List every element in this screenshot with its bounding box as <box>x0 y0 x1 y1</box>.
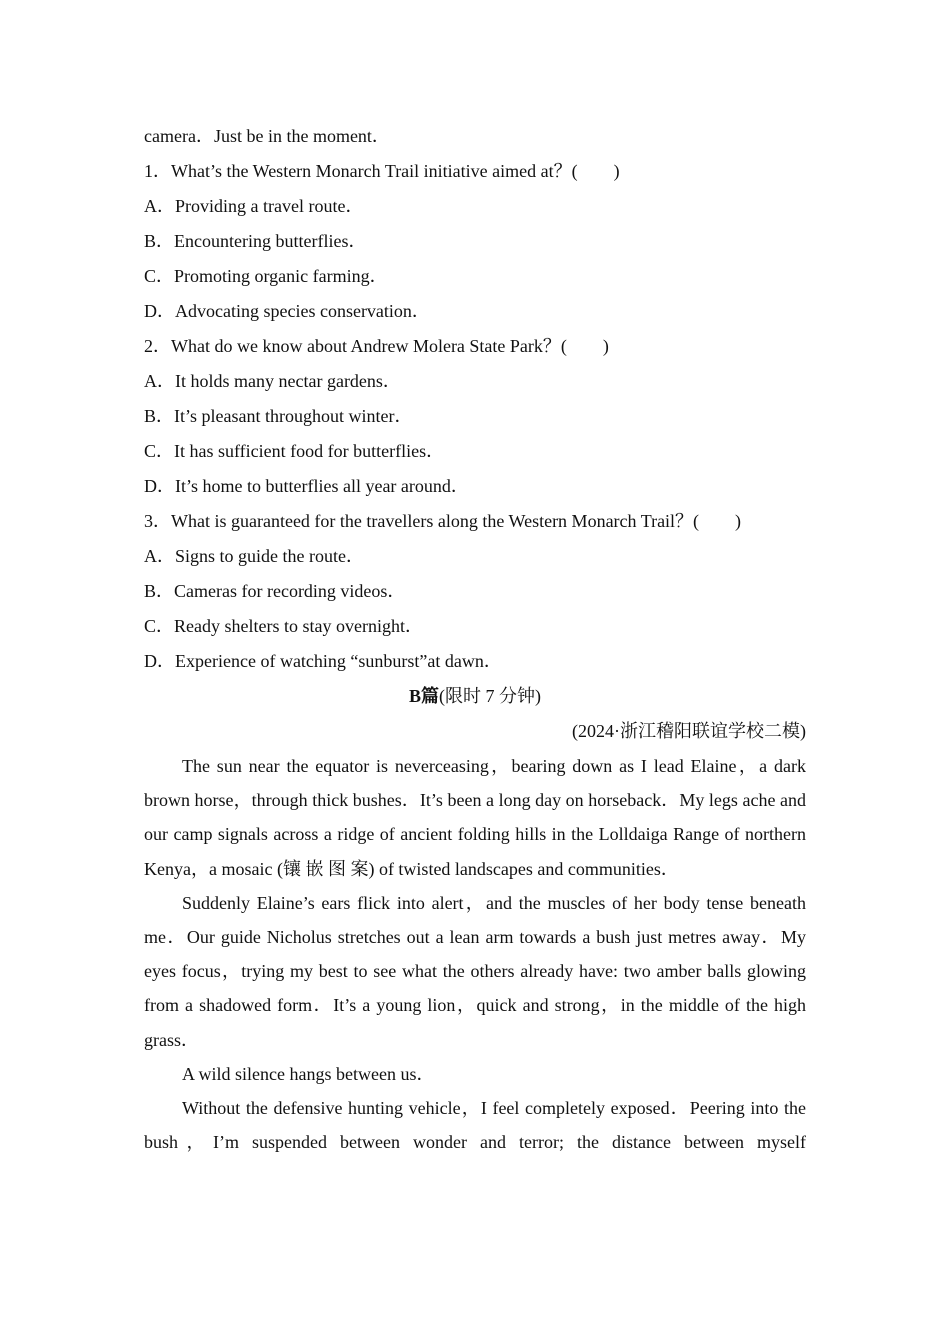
section-label: B篇 <box>408 686 439 706</box>
option-c: C．Ready shelters to stay overnight． <box>144 616 423 636</box>
option-b: B．Encountering butterflies． <box>144 231 367 251</box>
option-d: D．Experience of watching “sunburst”at dawn． <box>144 651 502 671</box>
option-a: A．It holds many nectar gardens． <box>144 371 401 391</box>
option-d: D．Advocating species conservation． <box>144 301 430 321</box>
question-3 <box>144 504 806 679</box>
document-page <box>144 119 806 1159</box>
passage-paragraph-1: The sun near the equator is neverceasing，bearing down as I lead Elaine，a dark brown horse，through thick bushes．It’s been a long day on horseback．My legs ache and our camp signals across a ridge of ancient folding hills in the Lolldaiga Range of northern Kenya，a mosaic (镶 嵌 图 案) of twisted landscapes and communities． <box>144 756 806 879</box>
intro-line: camera．Just be in the moment． <box>144 126 390 146</box>
question-stem: 1．What’s the Western Monarch Trail initiative aimed at？( ) <box>144 161 620 181</box>
question-2 <box>144 329 806 504</box>
reading-passage <box>144 749 806 1159</box>
option-b: B．Cameras for recording videos． <box>144 581 406 601</box>
passage-paragraph-3: A wild silence hangs between us． <box>182 1063 435 1084</box>
section-time-limit: (限时 7 分钟) <box>439 686 541 706</box>
passage-paragraph-4: Without the defensive hunting vehicle，I feel completely exposed．Peering into the bush，I’m suspended between wonder and terror; the distance between myself <box>144 1098 806 1153</box>
question-stem: 2．What do we know about Andrew Molera State Park？( ) <box>144 336 609 356</box>
option-c: C．It has sufficient food for butterflies． <box>144 441 445 461</box>
section-title <box>144 679 806 714</box>
option-d: D．It’s home to butterflies all year around． <box>144 476 469 496</box>
option-b: B．It’s pleasant throughout winter． <box>144 406 413 426</box>
option-a: A．Signs to guide the route． <box>144 546 364 566</box>
question-stem: 3．What is guaranteed for the travellers along the Western Monarch Trail？( ) <box>144 511 742 531</box>
option-c: C．Promoting organic farming． <box>144 266 388 286</box>
question-1 <box>144 154 806 329</box>
passage-paragraph-2: Suddenly Elaine’s ears flick into alert，and the muscles of her body tense beneath me．Our guide Nicholus stretches out a lean arm towards a bush just metres away．My eyes focus，trying my best to see what the others already have: two amber balls glowing from a shadowed form．It’s a young lion，quick and strong，in the middle of the high grass． <box>144 892 806 1050</box>
section-source: (2024·浙江稽阳联谊学校二模) <box>572 721 806 741</box>
option-a: A．Providing a travel route． <box>144 196 364 216</box>
